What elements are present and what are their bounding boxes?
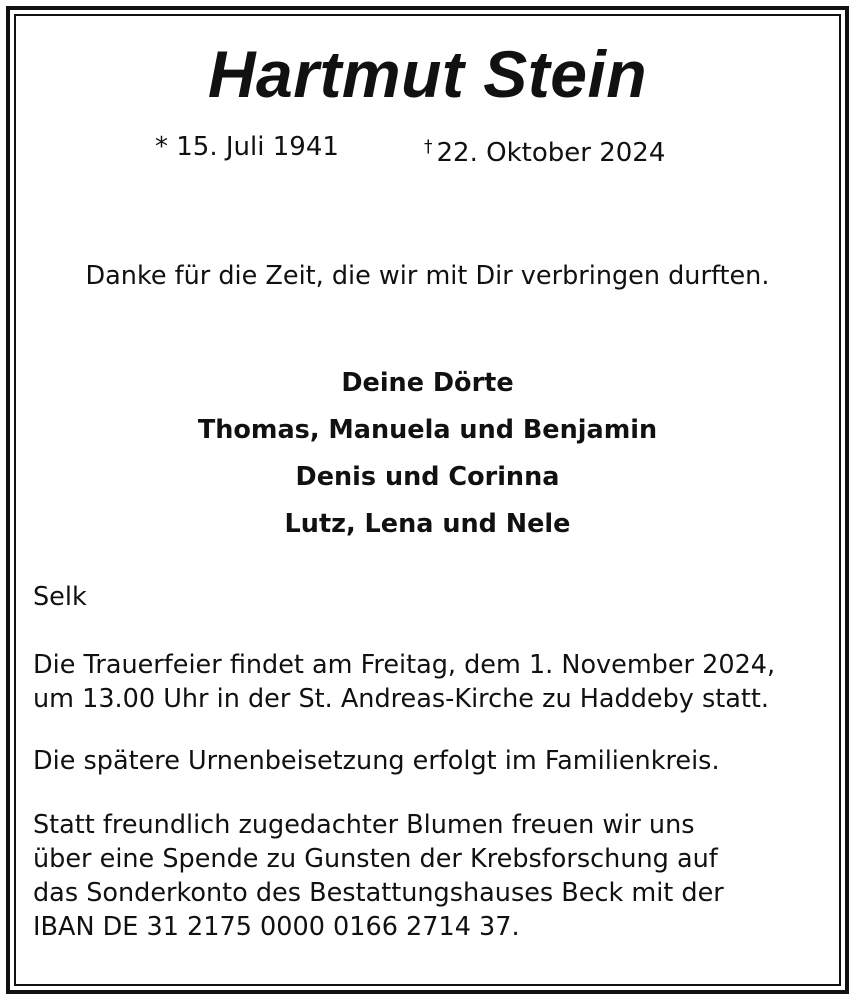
mourner-line: Lutz, Lena und Nele — [284, 509, 571, 539]
deceased-name: Hartmut Stein — [207, 37, 648, 111]
mourner-line: Thomas, Manuela und Benjamin — [197, 415, 658, 445]
funeral-line: Die Trauerfeier findet am Freitag, dem 1. November 2024, — [33, 650, 776, 680]
death-date-line — [424, 130, 665, 170]
death-date: 22. Oktober 2024 — [436, 138, 666, 168]
donation-line: über eine Spende zu Gunsten der Krebsforschung auf — [33, 844, 718, 874]
birth-date: * 15. Juli 1941 — [155, 132, 339, 162]
donation-info — [33, 808, 825, 944]
motto: Danke für die Zeit, die wir mit Dir verbringen durften. — [85, 261, 770, 291]
funeral-info — [33, 648, 825, 716]
mourner-line: Deine Dörte — [341, 368, 514, 398]
mourners-list — [0, 360, 855, 548]
place: Selk — [33, 582, 87, 612]
cross-symbol: † — [424, 137, 433, 157]
funeral-line: um 13.00 Uhr in der St. Andreas-Kirche zu Haddeby statt. — [33, 684, 769, 714]
urn-info: Die spätere Urnenbeisetzung erfolgt im Familienkreis. — [33, 746, 720, 776]
donation-line: Statt freundlich zugedachter Blumen freuen wir uns — [33, 810, 695, 840]
donation-line: das Sonderkonto des Bestattungshauses Beck mit der — [33, 878, 724, 908]
mourner-line: Denis und Corinna — [295, 462, 560, 492]
donation-line: IBAN DE 31 2175 0000 0166 2714 37. — [33, 912, 520, 942]
